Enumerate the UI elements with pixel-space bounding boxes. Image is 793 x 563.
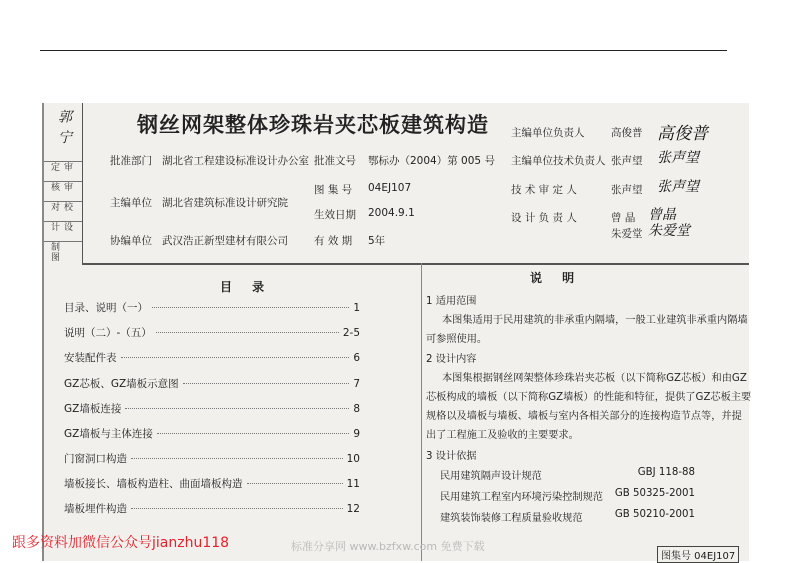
- page-title: 钢丝网架整体珍珠岩夹芯板建筑构造: [137, 112, 489, 137]
- toc-leader-dots: [247, 483, 343, 484]
- sidebar-cell: [44, 241, 82, 263]
- section-2-text: 出了工程施工及验收的主要要求。: [426, 430, 579, 441]
- effective-date-label: 生效日期: [314, 209, 356, 221]
- sidebar-cell-label: 审核: [49, 182, 72, 192]
- tech-head-name: 张声望: [611, 155, 643, 167]
- approval-dept-value: 湖北省工程建设标准设计办公室: [162, 155, 309, 167]
- title-block-divider: [82, 263, 749, 265]
- toc-item-page: 9: [353, 428, 360, 440]
- toc-item: [64, 401, 360, 416]
- sidebar-cell: [44, 161, 82, 182]
- toc-item: [64, 451, 360, 466]
- reference-code: GBJ 118-88: [637, 467, 695, 478]
- sidebar-cell-label: 制图: [49, 242, 59, 262]
- toc-item: [64, 426, 360, 441]
- co-unit-value: 武汉浩正新型建材有限公司: [162, 235, 288, 247]
- sidebar-cell-label: 设计: [49, 222, 72, 232]
- toc-item: [64, 501, 360, 516]
- sidebar-handwriting: 郭 宁: [56, 109, 72, 145]
- toc-item-page: 8: [353, 403, 360, 415]
- toc-item-label: 安装配件表: [64, 352, 117, 364]
- toc-item: [64, 476, 360, 491]
- reference-item: [440, 488, 695, 503]
- toc-item-page: 11: [346, 478, 360, 490]
- atlas-no-label: 图 集 号: [314, 184, 353, 196]
- sidebar-cell: [44, 221, 82, 242]
- tech-head-signature: 张声望: [657, 150, 699, 166]
- reference-name: 民用建筑隔声设计规范: [440, 471, 542, 482]
- designer-name-1: 曾 晶: [611, 212, 636, 224]
- reference-name: 建筑装饰装修工程质量验收规范: [440, 513, 583, 524]
- reference-code: GB 50210-2001: [614, 509, 695, 520]
- top-rule: [40, 50, 727, 51]
- designer-signature-2: 朱爱堂: [648, 223, 690, 239]
- toc-title: 目 录: [220, 280, 273, 294]
- section-2-heading: 2 设计内容: [426, 354, 477, 365]
- toc-item-label: GZ墙板与主体连接: [64, 428, 153, 440]
- toc-item-label: GZ芯板、GZ墙板示意图: [64, 378, 179, 390]
- unit-head-name: 高俊普: [611, 127, 643, 139]
- toc-item-page: 1: [353, 302, 360, 314]
- toc-leader-dots: [131, 458, 343, 459]
- editor-unit-label: 主编单位: [110, 197, 152, 209]
- reference-item: [440, 467, 695, 482]
- toc-leader-dots: [125, 408, 349, 409]
- unit-head-label: 主编单位负责人: [511, 127, 585, 139]
- section-2-text: 规格以及墙板与墙板、墙板与室内各相关部分的连接构造节点等，并提: [426, 411, 742, 422]
- toc-item: [64, 325, 360, 340]
- toc-item-page: 2-5: [342, 327, 360, 339]
- toc-item-label: 墙板埋件构造: [64, 503, 127, 515]
- toc-item-page: 7: [353, 378, 360, 390]
- drawing-sheet: [42, 103, 752, 562]
- toc-item-label: 目录、说明（一）: [64, 302, 148, 314]
- toc-item-label: GZ墙板连接: [64, 403, 122, 415]
- toc-item-label: 门窗洞口构造: [64, 453, 127, 465]
- designer-name-2: 朱爱堂: [611, 228, 643, 240]
- sidebar-cell-label: 审定: [49, 162, 72, 172]
- sheet-number-tag: 图集号 04EJ107: [657, 546, 739, 563]
- explanation-title: 说 明: [530, 271, 583, 285]
- reviewer-name: 张声望: [611, 184, 643, 196]
- approval-dept-label: 批准部门: [110, 155, 152, 167]
- sidebar-cell: [44, 201, 82, 222]
- toc-leader-dots: [157, 433, 349, 434]
- title-block: [82, 103, 749, 263]
- valid-period-value: 5年: [368, 235, 386, 247]
- toc-item-page: 6: [353, 352, 360, 364]
- designer-signature-1: 曾晶: [648, 207, 676, 223]
- toc-item: [64, 376, 360, 391]
- designer-label: 设 计 负 责 人: [511, 212, 577, 224]
- watermark: 标准分享网 www.bzfxw.com 免费下载: [291, 540, 485, 553]
- reviewer-label: 技 术 审 定 人: [511, 184, 577, 196]
- toc-item-label: 说明（二）-（五）: [64, 327, 152, 339]
- reviewer-signature: 张声望: [657, 179, 699, 195]
- toc-leader-dots: [121, 357, 350, 358]
- sidebar-handwriting-cell: [44, 103, 82, 162]
- approval-sidebar: [44, 103, 83, 263]
- reference-code: GB 50325-2001: [614, 488, 695, 499]
- valid-period-label: 有 效 期: [314, 235, 353, 247]
- toc-leader-dots: [131, 508, 343, 509]
- section-2-text: 芯板构成的墙板（以下简称GZ墙板）的性能和特征，提供了GZ芯板主要: [426, 392, 752, 403]
- reference-name: 民用建筑工程室内环境污染控制规范: [440, 492, 603, 503]
- section-1-heading: 1 适用范围: [426, 296, 477, 307]
- sidebar-cell-label: 校对: [49, 202, 72, 212]
- effective-date-value: 2004.9.1: [368, 207, 415, 219]
- toc-leader-dots: [183, 383, 350, 384]
- co-unit-label: 协编单位: [110, 235, 152, 247]
- toc-item: [64, 350, 360, 365]
- column-divider: [421, 263, 422, 561]
- toc-item: [64, 300, 360, 315]
- section-3-heading: 3 设计依据: [426, 451, 477, 462]
- sidebar-cell: [44, 181, 82, 202]
- toc-item-page: 10: [346, 453, 360, 465]
- toc-item-label: 墙板接长、墙板构造柱、曲面墙板构造: [64, 478, 243, 490]
- toc-leader-dots: [156, 332, 339, 333]
- reference-item: [440, 509, 695, 524]
- toc-leader-dots: [152, 307, 349, 308]
- approval-doc-label: 批准文号: [314, 155, 356, 167]
- toc-item-page: 12: [346, 503, 360, 515]
- approval-doc-value: 鄂标办（2004）第 005 号: [368, 155, 495, 167]
- section-2-text: 本图集根据钢丝网架整体珍珠岩夹芯板（以下简称GZ芯板）和由GZ: [442, 373, 747, 384]
- tech-head-label: 主编单位技术负责人: [511, 155, 606, 167]
- atlas-no-value: 04EJ107: [368, 182, 412, 194]
- editor-unit-value: 湖北省建筑标准设计研究院: [162, 197, 288, 209]
- section-1-text: 可参照使用。: [426, 334, 488, 345]
- section-1-text: 本图集适用于民用建筑的非承重内隔墙，一般工业建筑非承重内隔墙: [442, 315, 748, 326]
- promo-text: 跟多资料加微信公众号jianzhu118: [12, 535, 230, 551]
- unit-head-signature: 高俊普: [657, 124, 708, 144]
